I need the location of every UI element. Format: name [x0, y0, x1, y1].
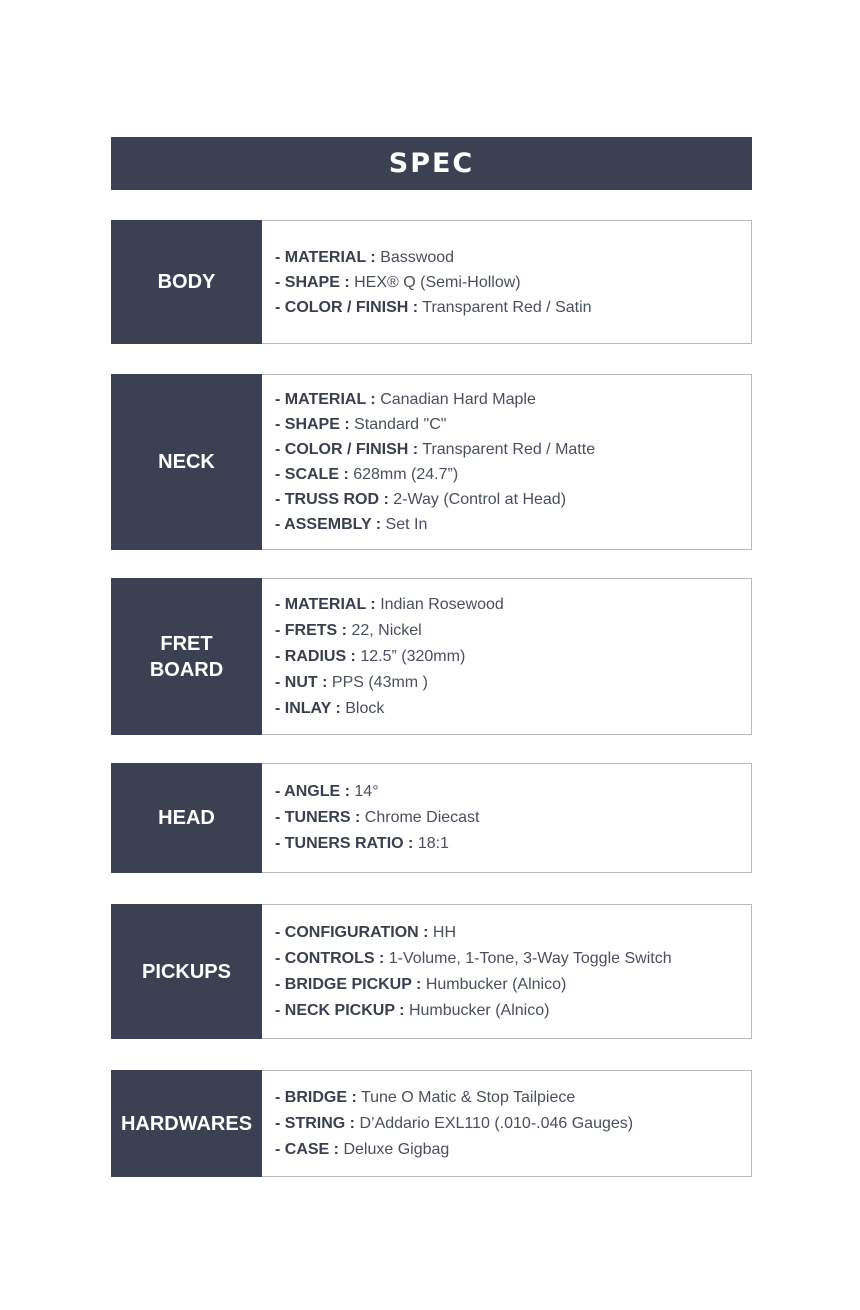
section-label: PICKUPS: [111, 904, 262, 1039]
spec-row: [275, 696, 751, 722]
spec-row: [275, 387, 751, 412]
spec-row: [275, 998, 751, 1024]
page-title: SPEC: [388, 148, 475, 179]
spec-row: [275, 618, 751, 644]
spec-key: - SHAPE :: [275, 273, 350, 291]
spec-value: Standard "C": [354, 416, 447, 433]
section-content: [262, 904, 752, 1039]
section-body: [111, 220, 752, 344]
spec-key: - ASSEMBLY :: [275, 516, 382, 533]
spec-value: Block: [345, 699, 385, 717]
spec-value: Transparent Red / Satin: [422, 298, 592, 316]
section-label: FRET BOARD: [111, 578, 262, 735]
spec-header: [111, 137, 752, 190]
spec-row: [275, 1137, 751, 1163]
spec-row: [275, 1085, 751, 1111]
spec-row: [275, 245, 751, 270]
spec-row: [275, 644, 751, 670]
spec-value: D’Addario EXL110 (.010-.046 Gauges): [359, 1114, 634, 1132]
spec-key: - CONFIGURATION :: [275, 923, 429, 941]
section-label: HEAD: [111, 763, 262, 873]
section-hardwares: [111, 1070, 752, 1177]
section-head: [111, 763, 752, 873]
section-fretboard: [111, 578, 752, 735]
spec-value: 2-Way (Control at Head): [393, 491, 567, 508]
spec-row: [275, 487, 751, 512]
spec-row: [275, 462, 751, 487]
spec-key: - INLAY :: [275, 699, 341, 717]
spec-key: - RADIUS :: [275, 647, 356, 665]
spec-key: - ANGLE :: [275, 783, 350, 800]
spec-value: 628mm (24.7”): [353, 466, 459, 483]
spec-value: Set In: [385, 516, 428, 533]
spec-row: [275, 295, 751, 320]
spec-value: Canadian Hard Maple: [380, 391, 536, 408]
spec-key: - NUT :: [275, 673, 328, 691]
section-content: [262, 578, 752, 735]
spec-row: [275, 831, 751, 857]
spec-row: [275, 920, 751, 946]
spec-key: - COLOR / FINISH :: [275, 298, 419, 316]
section-label: BODY: [111, 220, 262, 344]
spec-value: Deluxe Gigbag: [343, 1140, 450, 1158]
spec-key: - TUNERS RATIO :: [275, 835, 414, 852]
spec-row: [275, 592, 751, 618]
spec-value: HEX® Q (Semi-Hollow): [354, 273, 521, 291]
spec-value: 1-Volume, 1-Tone, 3-Way Toggle Switch: [388, 949, 672, 967]
section-content: [262, 1070, 752, 1177]
spec-value: PPS (43mm ): [331, 673, 428, 691]
spec-key: - COLOR / FINISH :: [275, 441, 419, 458]
spec-key: - CONTROLS :: [275, 949, 385, 967]
spec-row: [275, 412, 751, 437]
spec-row: [275, 670, 751, 696]
spec-value: Transparent Red / Matte: [422, 441, 596, 458]
spec-value: Basswood: [380, 248, 455, 266]
spec-row: [275, 270, 751, 295]
spec-key: - CASE :: [275, 1140, 339, 1158]
section-neck: [111, 374, 752, 550]
spec-key: - MATERIAL :: [275, 248, 376, 266]
spec-value: 18:1: [417, 835, 449, 852]
spec-key: - NECK PICKUP :: [275, 1001, 405, 1019]
section-content: [262, 220, 752, 344]
spec-row: [275, 1111, 751, 1137]
spec-key: - FRETS :: [275, 621, 347, 639]
spec-value: Chrome Diecast: [364, 809, 480, 826]
spec-key: - STRING :: [275, 1114, 355, 1132]
spec-value: Tune O Matic & Stop Tailpiece: [360, 1088, 576, 1106]
spec-value: Indian Rosewood: [380, 595, 504, 613]
spec-row: [275, 805, 751, 831]
spec-value: 12.5” (320mm): [360, 647, 466, 665]
spec-key: - SHAPE :: [275, 416, 350, 433]
spec-value: 14°: [354, 783, 379, 800]
spec-key: - MATERIAL :: [275, 595, 376, 613]
spec-row: [275, 946, 751, 972]
spec-value: Humbucker (Alnico): [425, 975, 567, 993]
section-pickups: [111, 904, 752, 1039]
spec-value: HH: [432, 923, 457, 941]
spec-row: [275, 437, 751, 462]
spec-key: - MATERIAL :: [275, 391, 376, 408]
spec-key: - SCALE :: [275, 466, 349, 483]
section-content: [262, 763, 752, 873]
section-label: NECK: [111, 374, 262, 550]
spec-row: [275, 779, 751, 805]
spec-row: [275, 972, 751, 998]
spec-key: - TUNERS :: [275, 809, 361, 826]
spec-key: - BRIDGE :: [275, 1088, 357, 1106]
spec-key: - BRIDGE PICKUP :: [275, 975, 422, 993]
spec-key: - TRUSS ROD :: [275, 491, 389, 508]
section-content: [262, 374, 752, 550]
spec-value: Humbucker (Alnico): [408, 1001, 550, 1019]
spec-row: [275, 512, 751, 537]
section-label: HARDWARES: [111, 1070, 262, 1177]
spec-value: 22, Nickel: [351, 621, 422, 639]
